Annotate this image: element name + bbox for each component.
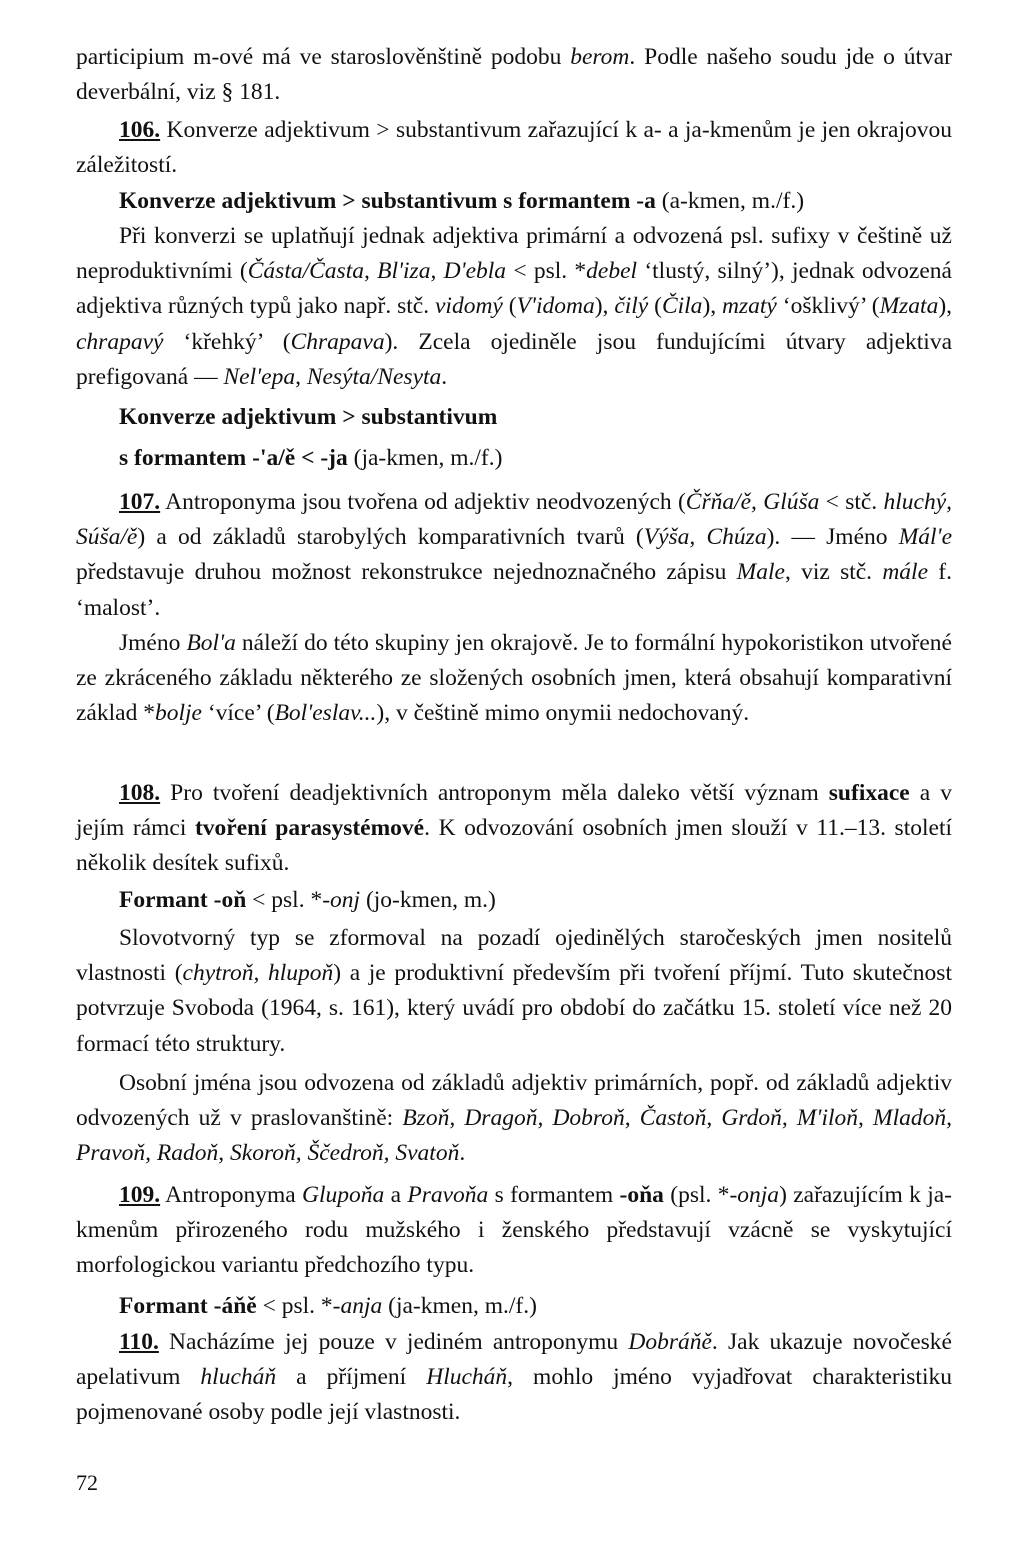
text: ). — Jméno [766, 524, 899, 551]
text: < stč. [819, 489, 884, 515]
paragraph-110 [76, 1325, 952, 1431]
paragraph-slovotvorny [76, 921, 952, 1062]
italic-term: chytroň, hlupoň [182, 960, 334, 987]
italic-term: chrapavý [76, 328, 164, 355]
text: ‘křehký’ ( [163, 328, 291, 355]
section-number: 107. [119, 489, 161, 515]
text: ) a od základů starobylých komparativních tvarů ( [137, 524, 644, 551]
text: ), [938, 293, 953, 320]
italic-term: Čila [661, 293, 703, 320]
text: a příjmení [276, 1364, 427, 1391]
italic-term: mzatý [722, 293, 777, 320]
italic-term: Mzata [879, 293, 939, 320]
heading-normal: (ja-kmen, m./f.) [382, 1293, 537, 1319]
text: , mohlo jméno vyjadřovat charakteristiku pojmenované osoby podle její vlastnosti. [76, 1364, 952, 1426]
paragraph-bola [76, 626, 952, 732]
heading-bold: s formantem -'a/ě < -ja [119, 445, 348, 471]
italic-term: Čřňa/ě, Glúša [685, 489, 820, 515]
italic-term: hluchý, Súša/ě [76, 489, 952, 551]
heading-bold: Konverze adjektivum > substantivum s formantem -a [119, 188, 656, 214]
italic-term: čilý [614, 293, 649, 320]
heading-normal: < psl. * [246, 887, 323, 913]
heading-bold: Konverze adjektivum > substantivum [119, 404, 498, 430]
text: Při konverzi se uplatňují jednak adjektiva primární a odvozená psl. sufixy v češtině už neproduktivními ( [76, 223, 952, 285]
italic-term: Male [736, 559, 785, 586]
text: a v jejím rámci [76, 780, 952, 842]
bold-term: -oňa [619, 1182, 664, 1208]
text: ), v češtině mimo onymii nedochovaný. [376, 700, 750, 727]
paragraph-konverze-detail [76, 219, 952, 395]
heading-bold: Formant -áňě [119, 1293, 257, 1319]
italic-term: mále [882, 559, 929, 586]
italic-term: Částa/Časta, Bl'iza, D'ebla [247, 258, 507, 285]
section-number: 110. [119, 1329, 159, 1355]
section-number: 106. [119, 117, 161, 143]
bold-term: sufixace [828, 780, 910, 806]
text: participium m-ové má ve staroslověnštině podobu [76, 44, 571, 70]
italic-term: bolje [154, 700, 202, 727]
paragraph-osobni-jmena [76, 1066, 952, 1172]
text: Nacházíme jej pouze v jediném antroponymu [158, 1329, 629, 1355]
text: Konverze adjektivum > substantivum zařazující k a- a ja-kmenům je jen okrajovou záležitostí. [76, 117, 952, 179]
heading-konverze-a [119, 184, 804, 219]
heading-normal: (jo-kmen, m.) [360, 887, 496, 913]
italic-term: Chrapava [290, 328, 385, 355]
text: Antroponyma [160, 1182, 303, 1208]
text: ), [702, 293, 723, 320]
italic-term: Výša, Chúza [643, 524, 767, 551]
italic-term: Nel'epa, Nesýta/Nesyta [223, 363, 442, 390]
italic-term: berom [570, 44, 630, 70]
page-number: 72 [76, 1470, 98, 1495]
italic-term: hlucháň [200, 1364, 277, 1391]
heading-normal: (ja-kmen, m./f.) [347, 445, 503, 471]
text: . K odvozování osobních jmen slouží v 11.–13. století několik desítek sufixů. [76, 815, 952, 877]
heading-formant-ane [119, 1289, 537, 1324]
italic-term: debel [586, 258, 638, 285]
italic-term: Bzoň, Dragoň, Dobroň, Častoň, Grdoň, M'iloň, Mladoň, Pravoň, Radoň, Skoroň, Ščedroň, Svatoň [76, 1105, 952, 1167]
text: představuje druhou možnost rekonstrukce nejednoznačného zápisu [76, 559, 737, 586]
italic-term: Pravoňa [407, 1182, 489, 1208]
section-number: 109. [119, 1182, 161, 1208]
text: ) zařazujícím k ja-kmenům přirozeného rodu mužského i ženského představují vzácně se vyskytující morfologickou variantu předchozího typu. [76, 1182, 952, 1279]
bold-term: tvoření parasystémové [194, 815, 425, 842]
heading-bold: Formant -oň [119, 887, 247, 913]
heading-normal: (a-kmen, m./f.) [655, 188, 805, 214]
text: ( [648, 293, 662, 320]
paragraph-participium [76, 40, 952, 110]
text: ‘ošklivý’ ( [776, 293, 880, 320]
paragraph-106 [76, 113, 952, 183]
italic-term: Hlucháň [426, 1364, 508, 1391]
paragraph-107 [76, 485, 952, 626]
section-number: 108. [119, 780, 161, 806]
text: (psl. * [663, 1182, 730, 1208]
text: a [384, 1182, 408, 1208]
italic-term: -onja [729, 1182, 780, 1208]
heading-italic: -anja [332, 1293, 383, 1319]
text: < psl. * [506, 258, 587, 285]
heading-formant-on [119, 883, 496, 918]
text: s formantem [488, 1182, 620, 1208]
text: ( [502, 293, 517, 320]
text: Osobní jména jsou odvozena od základů adjektiv primárních, popř. od základů adjektiv odvozených už v praslovanštině: [76, 1070, 952, 1132]
text: ‘tlustý, silný’), jednak odvozená adjektiva různých typů jako např. stč. [76, 258, 952, 320]
heading-konverze-ja-line2 [119, 441, 502, 476]
italic-term: V'idoma [516, 293, 595, 320]
text: . Jak ukazuje novočeské apelativum [76, 1329, 952, 1391]
text: Slovotvorný typ se zformoval na pozadí ojedinělých staročeských jmen nositelů vlastnosti ( [76, 925, 952, 987]
text: ). Zcela ojediněle jsou fundujícími útvary adjektiva prefigovaná — [76, 328, 952, 390]
text: , viz stč. [784, 559, 883, 586]
text: . [459, 1140, 466, 1167]
italic-term: Glupoňa [302, 1182, 385, 1208]
text: Pro tvoření deadjektivních antroponym měla daleko větší význam [160, 780, 829, 806]
italic-term: Dobráňě [628, 1329, 712, 1355]
text: ), [594, 293, 615, 320]
text: Jméno [119, 630, 187, 656]
text: . [441, 363, 448, 390]
text: Antroponyma jsou tvořena od adjektiv neodvozených ( [160, 489, 686, 515]
text: f. ‘malost’. [76, 559, 952, 621]
italic-term: Bol'a [186, 630, 236, 656]
text: ‘více’ ( [201, 700, 275, 727]
paragraph-108 [76, 776, 952, 882]
text: . Podle našeho soudu jde o útvar deverbální, viz § 181. [76, 44, 952, 106]
paragraph-109 [76, 1178, 952, 1284]
text: náleží do této skupiny jen okrajově. Je to formální hypokoristikon utvořené ze zkráceného základu některého ze složených osobních jmen, která obsahují komparativní základ * [76, 630, 952, 727]
heading-italic: -onj [322, 887, 361, 913]
italic-term: vidomý [434, 293, 503, 320]
italic-term: Mál'e [898, 524, 953, 551]
heading-konverze-ja-line1 [119, 400, 497, 435]
italic-term: Bol'eslav... [274, 700, 377, 727]
heading-normal: < psl. * [256, 1293, 333, 1319]
text: ) a je produktivní především při tvoření příjmí. Tuto skutečnost potvrzuje Svoboda (1964, s. 161), který uvádí pro období do začátku 15. století více než 20 formací této struktury. [76, 960, 952, 1057]
